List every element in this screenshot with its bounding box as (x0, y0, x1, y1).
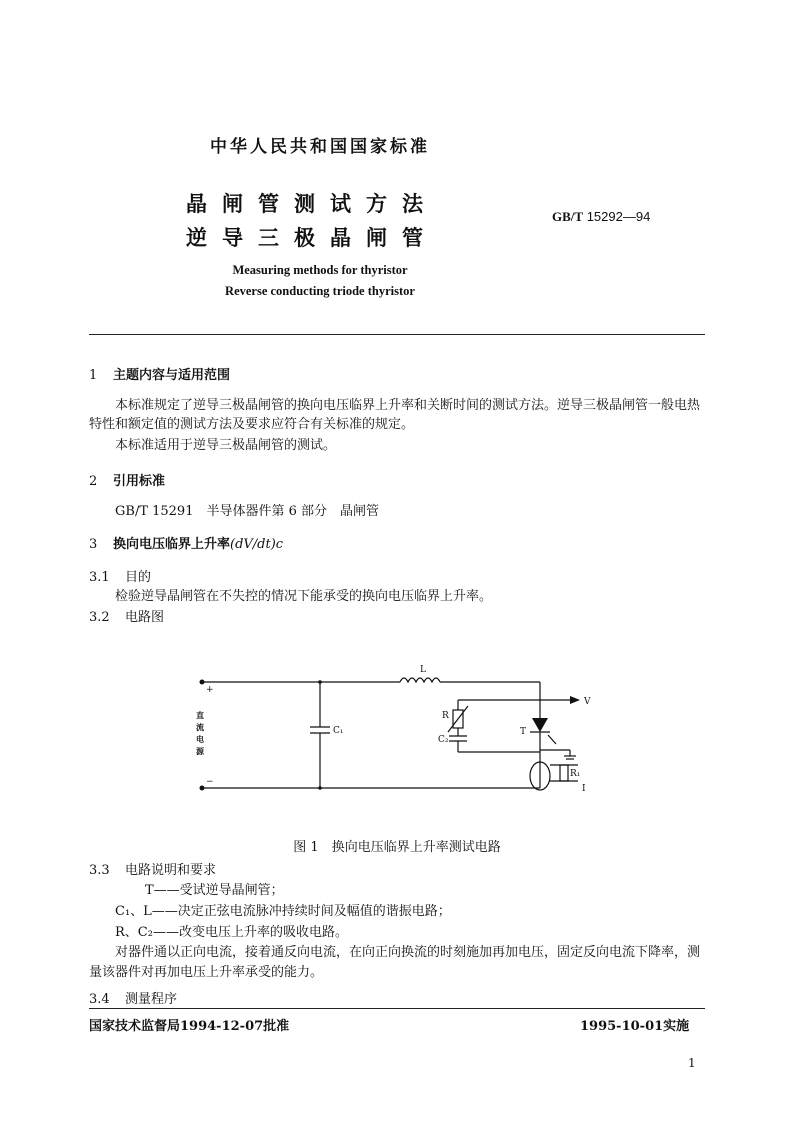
node-c1-top (318, 680, 322, 684)
title-line-1: 晶闸管测试方法 (186, 191, 438, 216)
section-2-reference: GB/T 15291 半导体器件第 6 部分 晶闸管 (115, 504, 380, 519)
label-L: L (420, 665, 426, 675)
section-1-para-2: 本标准适用于逆导三极晶闸管的测试。 (115, 438, 337, 453)
section-3-3-number: 3.3 (89, 863, 110, 878)
node-c1-bottom (318, 786, 322, 790)
approval-date: 国家技术监督局1994-12-07批准 (89, 1019, 290, 1034)
section-3-2-heading (89, 606, 164, 625)
label-R: R (442, 711, 449, 721)
section-3-title: 换向电压临界上升率 (113, 537, 231, 552)
section-3-1-title: 目的 (125, 570, 152, 585)
section-2-heading (89, 470, 165, 489)
section-2-number: 2 (89, 474, 98, 489)
figure-caption: 图 1 换向电压临界上升率测试电路 (293, 840, 501, 855)
section-3-4-number: 3.4 (89, 992, 110, 1007)
title-en-line-1: Measuring methods for thyristor (232, 263, 408, 277)
section-3-3-heading (89, 859, 216, 878)
section-3-2-number: 3.2 (89, 610, 110, 625)
label-V: V (584, 697, 591, 707)
label-dc-4: 源 (196, 746, 204, 756)
section-3-1-heading (89, 566, 151, 585)
title-line-2: 逆导三极晶闸管 (186, 225, 438, 250)
section-3-heading (89, 533, 283, 552)
terminal-plus (200, 680, 205, 685)
terminal-minus (200, 786, 205, 791)
section-3-number: 3 (89, 537, 98, 552)
label-plus: + (206, 685, 214, 695)
label-I: I (582, 784, 586, 794)
label-C2: C₂ (438, 735, 449, 745)
section-3-4-heading (89, 988, 177, 1007)
section-3-3-item-2: C₁、L——决定正弦电流脉冲持续时间及幅值的谐振电路； (115, 904, 451, 919)
label-dc-1: 直 (196, 710, 204, 720)
section-1-heading (89, 364, 230, 383)
header-divider (89, 334, 705, 335)
v-arrow (570, 696, 580, 704)
section-3-3-item-1: T——受试逆导晶闸管； (145, 883, 284, 898)
section-3-3-text: 对器件通以正向电流，接着通反向电流，在向正向换流的时刻施加再加电压，固定反向电流下降率，测量该器件对再加电压上升率承受的能力。 (89, 945, 701, 980)
circuit-diagram (190, 660, 610, 830)
label-T: T (520, 727, 527, 737)
section-1-title: 主题内容与适用范围 (113, 368, 231, 383)
thyristor-gate (548, 735, 556, 744)
inductor-L (400, 678, 440, 682)
title-en-line-2: Reverse conducting triode thyristor (225, 284, 415, 298)
page-number: 1 (688, 1056, 696, 1070)
standard-number-value: 15292—94 (586, 209, 651, 224)
section-3-4-title: 测量程序 (125, 992, 178, 1007)
thyristor-triangle (532, 718, 548, 732)
label-dc-2: 流 (196, 722, 204, 732)
section-2-title: 引用标准 (113, 474, 166, 489)
section-3-symbol: (dV/dt)c (230, 537, 284, 552)
label-dc-3: 电 (196, 734, 204, 744)
section-1-para-1: 本标准规定了逆导三极晶闸管的换向电压临界上升率和关断时间的测试方法。逆导三极晶闸管一般电热特性和额定值的测试方法及要求应符合有关标准的规定。 (89, 398, 701, 432)
standard-number (552, 209, 650, 225)
effective-date: 1995-10-01实施 (580, 1019, 690, 1034)
label-minus: − (206, 777, 214, 787)
section-1-number: 1 (89, 368, 98, 383)
section-3-2-title: 电路图 (125, 610, 165, 625)
label-R1: R₁ (570, 769, 581, 779)
footer-divider (89, 1008, 705, 1009)
section-3-3-title: 电路说明和要求 (125, 863, 217, 878)
standard-prefix: GB/T (552, 209, 584, 224)
section-3-1-number: 3.1 (89, 570, 110, 585)
org-title: 中华人民共和国国家标准 (210, 137, 430, 157)
section-3-1-text: 检验逆导晶闸管在不失控的情况下能承受的换向电压临界上升率。 (115, 589, 493, 604)
label-C1: C₁ (333, 726, 344, 736)
section-3-3-item-3: R、C₂——改变电压上升率的吸收电路。 (115, 925, 348, 940)
resistor-R1 (560, 765, 568, 781)
